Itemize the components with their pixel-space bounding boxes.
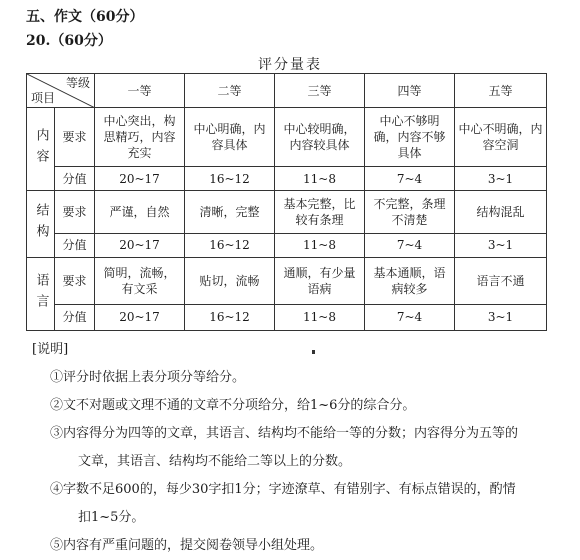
category-content: 内容 xyxy=(27,108,55,191)
category-structure: 结构 xyxy=(27,191,55,258)
structure-requirement-row xyxy=(27,191,547,233)
score-cell: 3~1 xyxy=(455,233,547,257)
requirement-label: 要求 xyxy=(55,258,95,305)
table-header-row xyxy=(27,74,547,108)
content-score-row xyxy=(27,167,547,191)
score-cell: 16~12 xyxy=(185,304,275,330)
score-cell: 3~1 xyxy=(455,304,547,330)
requirement-cell: 中心不明确，内容空洞 xyxy=(455,108,547,167)
score-cell: 20~17 xyxy=(95,167,185,191)
requirement-cell: 基本完整，比较有条理 xyxy=(275,191,365,233)
requirement-cell: 基本通顺，语病较多 xyxy=(365,258,455,305)
score-cell: 11~8 xyxy=(275,233,365,257)
question-title: 20.（60分） xyxy=(26,33,112,49)
content-requirement-row xyxy=(27,108,547,167)
level-header-1: 一等 xyxy=(95,74,185,108)
requirement-cell: 不完整，条理不清楚 xyxy=(365,191,455,233)
score-cell: 7~4 xyxy=(365,167,455,191)
note-item-2: ②文不对题或文理不通的文章不分项给分，给1~6分的综合分。 xyxy=(50,398,416,413)
requirement-cell: 贴切，流畅 xyxy=(185,258,275,305)
structure-score-row xyxy=(27,233,547,257)
score-cell: 3~1 xyxy=(455,167,547,191)
item-label: 项目 xyxy=(31,91,56,106)
language-requirement-row xyxy=(27,258,547,305)
score-cell: 11~8 xyxy=(275,304,365,330)
requirement-cell: 清晰，完整 xyxy=(185,191,275,233)
note-item-4-continued: 扣1~5分。 xyxy=(78,510,145,525)
level-label: 等级 xyxy=(65,76,90,90)
requirement-label: 要求 xyxy=(55,191,95,233)
requirement-cell: 中心突出，构思精巧，内容充实 xyxy=(95,108,185,167)
requirement-cell: 结构混乱 xyxy=(455,191,547,233)
score-cell: 16~12 xyxy=(185,233,275,257)
header-corner-cell xyxy=(27,74,95,108)
requirement-cell: 中心较明确，内容较具体 xyxy=(275,108,365,167)
scoring-table xyxy=(26,73,547,331)
note-item-5: ⑤内容有严重问题的，提交阅卷领导小组处理。 xyxy=(50,538,324,553)
note-item-1: ①评分时依据上表分项分等给分。 xyxy=(50,370,246,385)
score-label: 分值 xyxy=(55,233,95,257)
score-cell: 16~12 xyxy=(185,167,275,191)
score-cell: 20~17 xyxy=(95,304,185,330)
requirement-cell: 语言不通 xyxy=(455,258,547,305)
score-cell: 20~17 xyxy=(95,233,185,257)
score-label: 分值 xyxy=(55,304,95,330)
level-header-4: 四等 xyxy=(365,74,455,108)
requirement-cell: 简明，流畅，有文采 xyxy=(95,258,185,305)
requirement-cell: 严谨，自然 xyxy=(95,191,185,233)
section-title: 五、作文（60分） xyxy=(26,9,144,25)
level-header-3: 三等 xyxy=(275,74,365,108)
score-cell: 7~4 xyxy=(365,233,455,257)
table-title: 评分量表 xyxy=(258,57,322,73)
note-item-4: ④字数不足600的，每少30字扣1分；字迹潦草、有错别字、有标点错误的，酌情 xyxy=(50,482,516,497)
language-score-row xyxy=(27,304,547,330)
score-label: 分值 xyxy=(55,167,95,191)
requirement-cell: 中心明确，内容具体 xyxy=(185,108,275,167)
note-item-3: ③内容得分为四等的文章，其语言、结构均不能给一等的分数；内容得分为五等的 xyxy=(50,426,519,441)
level-header-5: 五等 xyxy=(455,74,547,108)
requirement-label: 要求 xyxy=(55,108,95,167)
score-cell: 7~4 xyxy=(365,304,455,330)
requirement-cell: 中心不够明确，内容不够具体 xyxy=(365,108,455,167)
notes-section xyxy=(26,336,566,560)
note-item-3-continued: 文章，其语言、结构均不能给二等以上的分数。 xyxy=(78,454,352,469)
score-cell: 11~8 xyxy=(275,167,365,191)
notes-heading: [说明] xyxy=(32,342,69,357)
level-header-2: 二等 xyxy=(185,74,275,108)
requirement-cell: 通顺，有少量语病 xyxy=(275,258,365,305)
category-language: 语言 xyxy=(27,258,55,331)
